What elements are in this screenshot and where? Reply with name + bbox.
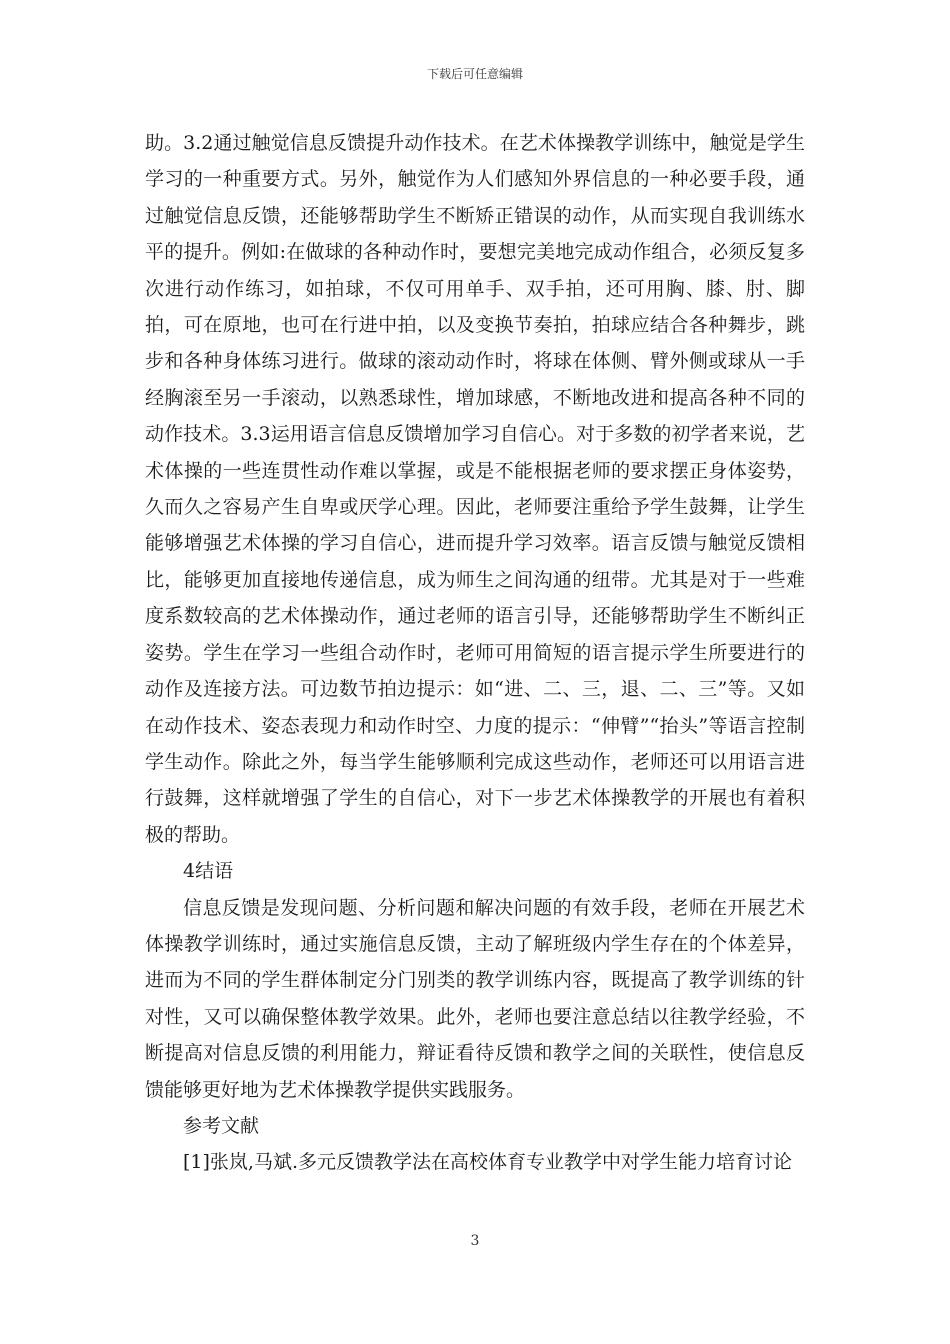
body-paragraph-continued: 助。3.2通过触觉信息反馈提升动作技术。在艺术体操教学训练中，触觉是学生学习的一种重要方式。另外，触觉作为人们感知外界信息的一种必要手段，通过触觉信息反馈，还能够帮助学生不断矫正错误的动作，从而实现自我训练水平的提升。例如:在做球的各种动作时，要想完美地完成动作组合，必须反复多次进行动作练习，如拍球，不仅可用单手、双手拍，还可用胸、膝、肘、脚拍，可在原地，也可在行进中拍，以及变换节奏拍，拍球应结合各种舞步，跳步和各种身体练习进行。做球的滚动动作时，将球在体侧、臂外侧或球从一手经胸滚至另一手滚动，以熟悉球性，增加球感，不断地改进和提高各种不同的动作技术。3.3运用语言信息反馈增加学习自信心。对于多数的初学者来说，艺术体操的一些连贯性动作难以掌握，或是不能根据老师的要求摆正身体姿势，久而久之容易产生自卑或厌学心理。因此，老师要注重给予学生鼓舞，让学生能够增强艺术体操的学习自信心，进而提升学习效率。语言反馈与触觉反馈相比，能够更加直接地传递信息，成为师生之间沟通的纽带。尤其是对于一些难度系数较高的艺术体操动作，通过老师的语言引导，还能够帮助学生不断纠正姿势。学生在学习一些组合动作时，老师可用简短的语言提示学生所要进行的动作及连接方法。可边数节拍边提示：如“进、二、三，退、二、三”等。又如在动作技术、姿态表现力和动作时空、力度的提示：“伸臂”“抬头”等语言控制学生动作。除此之外，每当学生能够顺利完成这些动作，老师还可以用语言进行鼓舞，这样就增强了学生的自信心，对下一步艺术体操教学的开展也有着积极的帮助。 bbox=[145, 132, 805, 846]
page-number: 3 bbox=[470, 1233, 480, 1249]
document-body bbox=[145, 125, 805, 1181]
page-header-note: 下载后可任意编辑 bbox=[426, 67, 523, 81]
section-heading-conclusion: 4结语 bbox=[183, 860, 234, 883]
references-heading: 参考文献 bbox=[183, 1114, 260, 1137]
reference-item-1: [1]张岚,马斌.多元反馈教学法在高校体育专业教学中对学生能力培育讨论 bbox=[183, 1151, 792, 1174]
conclusion-paragraph: 信息反馈是发现问题、分析问题和解决问题的有效手段，老师在开展艺术体操教学训练时，通过实施信息反馈，主动了解班级内学生存在的个体差异，进而为不同的学生群体制定分门别类的教学训练内容，既提高了教学训练的针对性，又可以确保整体教学效果。此外，老师也要注意总结以往教学经验，不断提高对信息反馈的利用能力，辩证看待反馈和教学之间的关联性，使信息反馈能够更好地为艺术体操教学提供实践服务。 bbox=[145, 896, 805, 1101]
